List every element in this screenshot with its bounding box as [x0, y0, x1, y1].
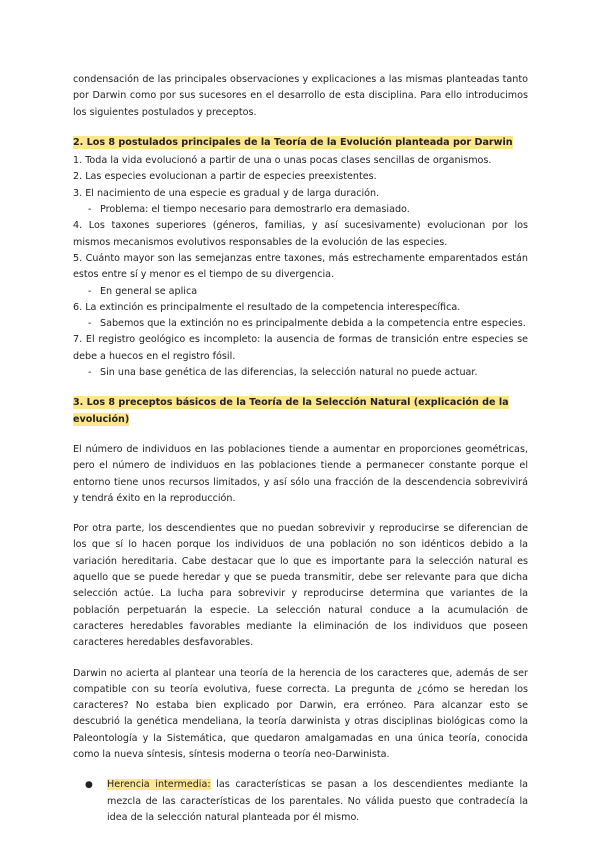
postulate-5-note: - En general se aplica [73, 284, 528, 300]
dash-marker: - [88, 318, 92, 330]
page-content [73, 72, 528, 826]
section-3-paragraph-1: El número de individuos en las poblaciones tiende a aumentar en proporciones geométricas, pero el número de individuos en las poblaciones tiende a permanecer constante porque el entorno tiene unos recursos limitados, y así sólo una fracción de la descendencia sobrevivirá y tendrá éxito en la reproducción. [73, 443, 528, 504]
section-2-heading: 2. Los 8 postulados principales de la Teoría de la Evolución planteada por Darwin [73, 136, 513, 148]
section-3 [73, 395, 528, 826]
postulate-2: 2. Las especies evolucionan a partir de especies preexistentes. [73, 171, 377, 183]
postulate-7: 7. El registro geológico es incompleto: la ausencia de formas de transición entre especies se debe a huecos en el registro fósil. [73, 334, 528, 362]
dash-marker: - [88, 285, 92, 297]
postulate-6-note: - Sabemos que la extinción no es principalmente debida a la competencia entre especies. [73, 316, 528, 332]
postulate-4: 4. Los taxones superiores (géneros, familias, y así sucesivamente) evolucionan por los mismos mecanismos evolutivos responsables de la evolución de las especies. [73, 220, 528, 248]
intro-paragraph: condensación de las principales observaciones y explicaciones a las mismas planteadas tanto por Darwin como por sus sucesores en el desarrollo de esta disciplina. Para ello introducimos los siguientes postulados y preceptos. [73, 74, 528, 118]
section-2 [73, 135, 528, 381]
postulate-3-note: - Problema: el tiempo necesario para demostrarlo era demasiado. [73, 202, 528, 218]
bullet-icon: ● [85, 780, 93, 791]
postulate-3: 3. El nacimiento de una especie es gradual y de larga duración. [73, 187, 380, 199]
section-3-paragraph-3: Darwin no acierta al plantear una teoría de la herencia de los caracteres que, además de ser compatible con su teoría evolutiva, fuese correcta. La pregunta de ¿cómo se heredan los caracteres? No estaba bien explicado por Darwin, era erróneo. Para alcanzar esto se descubrió la genética mendeliana, la teoría darwinista y otras disciplinas biológicas como la Paleontología y la Sistemática, que quedaron amalgamadas en una única teoría, conocida como la nueva síntesis, síntesis moderna o teoría neo-Darwinista. [73, 667, 528, 760]
postulate-6: 6. La extinción es principalmente el resultado de la competencia interespecífica. [73, 301, 461, 313]
postulate-7-note: - Sin una base genética de las diferencias, la selección natural no puede actuar. [73, 365, 528, 381]
section-3-paragraph-2: Por otra parte, los descendientes que no puedan sobrevivir y reproducirse se diferencian de los que sí lo hacen porque los individuos de una población no son idénticos debido a la variación hereditaria. Cabe destacar que lo que es importante para la selección natural es aquello que se puede heredar y que se pueda transmitir, debe ser relevante para que dicha selección actúe. La lucha para sobrevivir y reproducirse determina que variantes de la población perpetuarán la especie. La selección natural conduce a la acumulación de caracteres heredables favorables mediante la eliminación de los individuos que poseen caracteres heredables desfavorables. [73, 523, 528, 649]
bullet-term: Herencia intermedia: [107, 779, 211, 791]
dash-marker: - [88, 204, 92, 216]
dash-marker: - [88, 367, 92, 379]
bullet-herencia-intermedia [85, 777, 528, 826]
bullet-text: las características se pasan a los descendientes mediante la mezcla de las características de los parentales. No válida puesto que contradecía la idea de la selección natural planteada por él mismo. [107, 779, 528, 823]
postulate-5: 5. Cuánto mayor son las semejanzas entre taxones, más estrechamente emparentados están estos entre sí y menor es el tiempo de su divergencia. [73, 252, 528, 281]
postulate-1: 1. Toda la vida evolucionó a partir de una o unas pocas clases sencillas de organismos. [73, 155, 492, 167]
section-3-heading: 3. Los 8 preceptos básicos de la Teoría de la Selección Natural (explicación de la evolución) [73, 397, 509, 425]
